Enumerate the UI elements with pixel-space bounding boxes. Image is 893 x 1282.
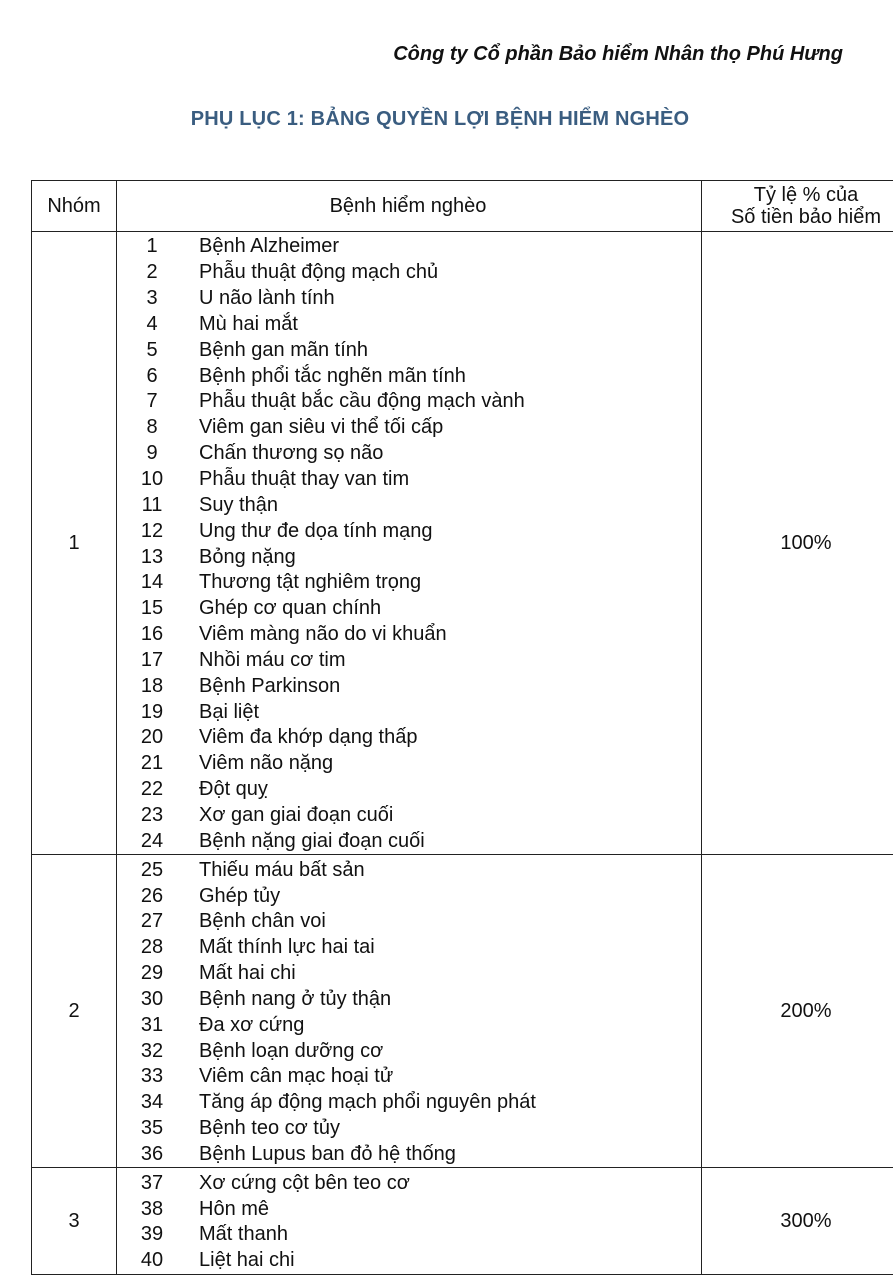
list-item — [115, 648, 701, 674]
disease-number: 35 — [140, 1117, 164, 1140]
list-item — [115, 803, 701, 829]
disease-number: 25 — [140, 858, 164, 881]
group-ratio: 100% — [780, 531, 832, 554]
group-number: 1 — [31, 232, 117, 854]
disease-number: 7 — [146, 390, 158, 413]
list-item — [115, 909, 701, 935]
disease-number: 16 — [140, 623, 164, 646]
header-ratio-line1: Tỷ lệ % của — [753, 184, 859, 206]
disease-number: 34 — [140, 1091, 164, 1114]
disease-name: Phẫu thuật bắc cầu động mạch vành — [199, 390, 525, 413]
disease-number: 1 — [146, 235, 158, 258]
disease-name: Bệnh nặng giai đoạn cuối — [199, 829, 425, 852]
disease-name: Đa xơ cứng — [199, 1013, 305, 1036]
disease-number: 23 — [140, 803, 164, 826]
list-item — [115, 777, 701, 803]
disease-name: Bệnh teo cơ tủy — [199, 1117, 340, 1140]
list-item — [115, 1090, 701, 1116]
disease-name: Nhồi máu cơ tim — [199, 648, 346, 671]
disease-name: Thiếu máu bất sản — [199, 858, 365, 881]
list-item — [115, 673, 701, 699]
disease-name: Bệnh gan mãn tính — [199, 338, 369, 361]
disease-name: Viêm cân mạc hoại tử — [199, 1065, 394, 1088]
disease-number: 37 — [140, 1171, 164, 1194]
disease-number: 24 — [140, 829, 164, 852]
group-number: 2 — [31, 855, 117, 1167]
disease-list — [115, 1168, 701, 1273]
disease-number: 29 — [140, 962, 164, 985]
disease-name: Thương tật nghiêm trọng — [199, 571, 422, 594]
list-item — [115, 1222, 701, 1248]
list-item — [115, 883, 701, 909]
header-ratio-line2: Số tiền bảo hiểm — [730, 206, 882, 228]
list-item — [115, 725, 701, 751]
table-header-row — [31, 181, 893, 232]
list-item — [115, 1248, 701, 1274]
list-item — [115, 1170, 701, 1196]
disease-number: 30 — [140, 987, 164, 1010]
list-item — [115, 828, 701, 854]
disease-name: Bệnh Lupus ban đỏ hệ thống — [199, 1142, 456, 1165]
disease-name: Mất hai chi — [199, 962, 296, 985]
disease-number: 31 — [140, 1013, 164, 1036]
header-ratio — [701, 181, 893, 231]
list-item — [115, 234, 701, 260]
group-ratio: 300% — [780, 1209, 832, 1232]
disease-name: Hôn mê — [199, 1197, 270, 1220]
disease-name: Bỏng nặng — [199, 545, 296, 568]
disease-number: 3 — [146, 287, 158, 310]
disease-number: 5 — [146, 338, 158, 361]
disease-number: 17 — [140, 648, 164, 671]
list-item — [115, 312, 701, 338]
disease-name: Viêm đa khớp dạng thấp — [199, 726, 418, 749]
disease-name: U não lành tính — [199, 287, 335, 310]
list-item — [115, 596, 701, 622]
list-item — [115, 1196, 701, 1222]
header-group: Nhóm — [31, 181, 117, 231]
list-item — [115, 415, 701, 441]
list-item — [115, 389, 701, 415]
company-name: Công ty Cổ phần Bảo hiểm Nhân thọ Phú Hưng — [393, 43, 843, 65]
disease-number: 21 — [140, 752, 164, 775]
list-item — [115, 1064, 701, 1090]
disease-name: Bệnh loạn dưỡng cơ — [199, 1039, 384, 1062]
group-block — [31, 1168, 893, 1274]
disease-number: 8 — [146, 416, 158, 439]
disease-name: Xơ cứng cột bên teo cơ — [199, 1171, 410, 1194]
list-item — [115, 935, 701, 961]
disease-name: Viêm não nặng — [199, 752, 334, 775]
list-item — [115, 986, 701, 1012]
disease-name: Xơ gan giai đoạn cuối — [199, 803, 394, 826]
disease-name: Phẫu thuật thay van tim — [199, 468, 410, 491]
disease-name: Bại liệt — [199, 700, 260, 723]
disease-name: Đột quỵ — [199, 778, 268, 801]
disease-name: Chấn thương sọ não — [199, 442, 384, 465]
group-ratio: 200% — [780, 999, 832, 1022]
disease-number: 27 — [140, 910, 164, 933]
list-item — [115, 260, 701, 286]
disease-number: 10 — [140, 468, 164, 491]
disease-name: Suy thận — [199, 493, 278, 516]
disease-number: 38 — [140, 1197, 164, 1220]
disease-name: Viêm màng não do vi khuẩn — [199, 623, 447, 646]
disease-number: 22 — [140, 778, 164, 801]
disease-name: Viêm gan siêu vi thể tối cấp — [199, 416, 444, 439]
group-block — [31, 232, 893, 855]
disease-number: 6 — [146, 364, 158, 387]
disease-name: Bệnh chân voi — [199, 910, 326, 933]
disease-number: 9 — [146, 442, 158, 465]
disease-number: 36 — [140, 1142, 164, 1165]
list-item — [115, 363, 701, 389]
list-item — [115, 286, 701, 312]
disease-number: 39 — [140, 1223, 164, 1246]
group-number: 3 — [31, 1168, 117, 1273]
table-body — [31, 232, 893, 1275]
disease-name: Mất thính lực hai tai — [199, 936, 375, 959]
disease-name: Mù hai mắt — [199, 312, 298, 335]
list-item — [115, 570, 701, 596]
disease-name: Ghép tủy — [199, 884, 281, 907]
disease-name: Bệnh phổi tắc nghẽn mãn tính — [199, 364, 466, 387]
list-item — [115, 337, 701, 363]
list-item — [115, 1142, 701, 1168]
list-item — [115, 622, 701, 648]
disease-name: Bệnh nang ở tủy thận — [199, 987, 392, 1010]
disease-list — [115, 232, 701, 854]
list-item — [115, 751, 701, 777]
disease-number: 18 — [140, 674, 164, 697]
disease-name: Phẫu thuật động mạch chủ — [199, 261, 439, 284]
disease-number: 28 — [140, 936, 164, 959]
document-title: PHỤ LỤC 1: BẢNG QUYỀN LỢI BỆNH HIỂM NGHÈO — [190, 108, 690, 130]
disease-name: Liệt hai chi — [199, 1249, 295, 1272]
list-item — [115, 544, 701, 570]
disease-name: Bệnh Alzheimer — [199, 235, 340, 258]
list-item — [115, 518, 701, 544]
disease-number: 11 — [141, 493, 163, 516]
list-item — [115, 857, 701, 883]
disease-name: Ung thư đe dọa tính mạng — [199, 519, 433, 542]
disease-name: Tăng áp động mạch phổi nguyên phát — [199, 1091, 536, 1114]
disease-list — [115, 855, 701, 1167]
disease-number: 2 — [146, 261, 158, 284]
header-disease: Bệnh hiểm nghèo — [115, 181, 702, 231]
list-item — [115, 1012, 701, 1038]
disease-name: Bệnh Parkinson — [199, 674, 341, 697]
disease-number: 32 — [140, 1039, 164, 1062]
list-item — [115, 441, 701, 467]
disease-number: 14 — [140, 571, 164, 594]
disease-number: 13 — [140, 545, 164, 568]
disease-number: 20 — [140, 726, 164, 749]
disease-number: 12 — [140, 519, 164, 542]
disease-number: 15 — [140, 597, 164, 620]
group-block — [31, 855, 893, 1168]
disease-number: 26 — [140, 884, 164, 907]
disease-name: Ghép cơ quan chính — [199, 597, 382, 620]
list-item — [115, 961, 701, 987]
disease-number: 19 — [140, 700, 164, 723]
list-item — [115, 492, 701, 518]
disease-number: 33 — [140, 1065, 164, 1088]
list-item — [115, 1038, 701, 1064]
list-item — [115, 1116, 701, 1142]
list-item — [115, 467, 701, 493]
disease-number: 4 — [146, 312, 158, 335]
benefits-table — [31, 180, 893, 1275]
disease-name: Mất thanh — [199, 1223, 288, 1246]
disease-number: 40 — [140, 1249, 164, 1272]
list-item — [115, 699, 701, 725]
